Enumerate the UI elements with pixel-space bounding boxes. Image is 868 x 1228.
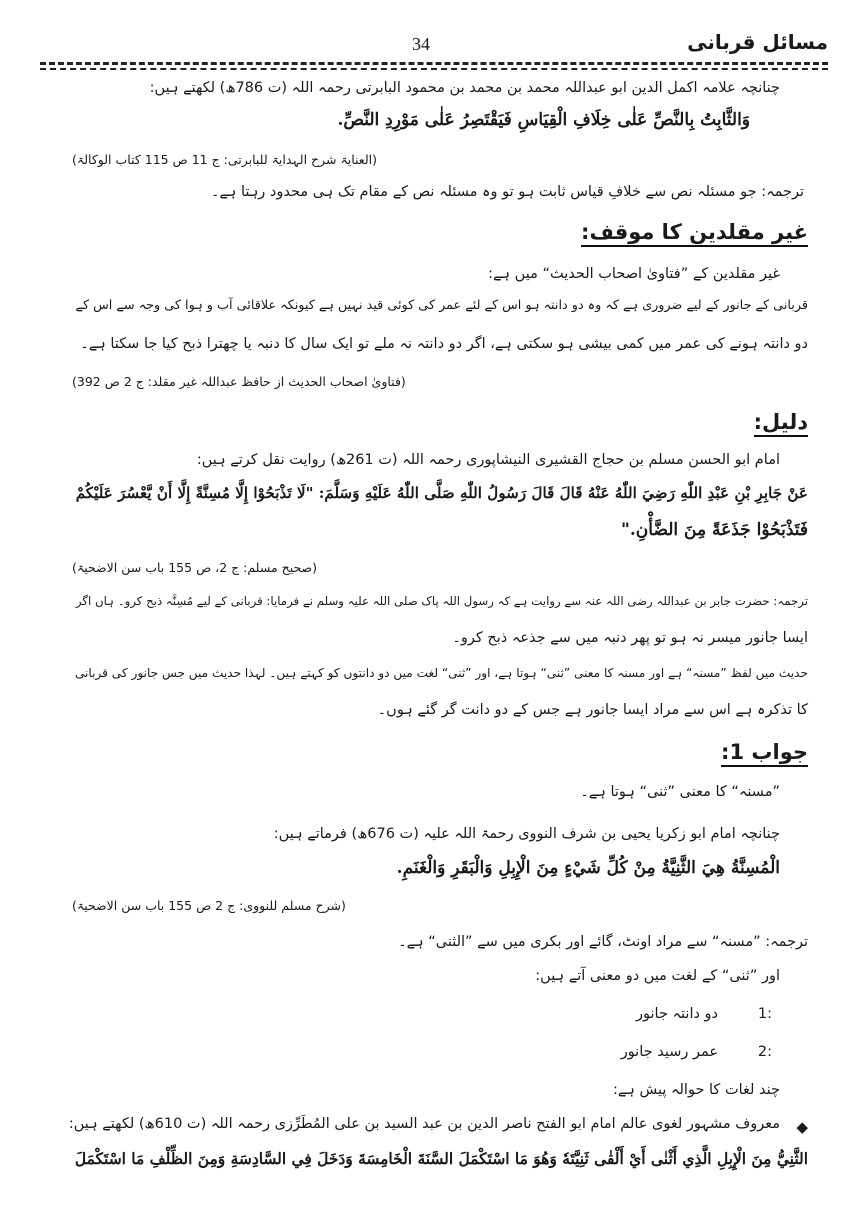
section-heading: جواب 1:	[721, 740, 808, 767]
body-line: چنانچہ امام ابو زکریا یحیی بن شرف النووی رحمۃ اللہ علیہ (ت 676ھ) فرماتے ہیں:	[273, 826, 780, 842]
header-rule-secondary	[40, 68, 828, 70]
translation-line: ترجمہ: حضرت جابر بن عبداللہ رضی اللہ عنہ سے روایت ہے کہ رسول اللہ پاک صلی اللہ علیہ وسلم نے فرمایا: قربانی کے لیے مُسِنَّہ ذبح کرو۔ ہاں اگر	[75, 594, 808, 608]
list-item: دو دانتہ جانور	[636, 1006, 718, 1022]
reference-citation: (فتاویٰ اصحاب الحدیث از حافظ عبداللہ غیر مقلد: ج 2 ص 392)	[72, 374, 406, 389]
arabic-hadith: عَنْ جَابِرِ بْنِ عَبْدِ اللّٰهِ رَضِيَ اللّٰهُ عَنْهُ قَالَ قَالَ رَسُولُ اللّٰهِ صَلَّى اللّٰهُ عَلَيْهِ وَسَلَّمَ: "لَا تَذْبَحُوْا إِلَّا مُسِنَّةً إِلَّا أَنْ يَّعْسُرَ عَلَيْكُمْ	[75, 484, 808, 502]
list-item: عمر رسید جانور	[620, 1044, 718, 1060]
body-line: امام ابو الحسن مسلم بن حجاج القشیری النیشاپوری رحمہ اللہ (ت 261ھ) روایت نقل کرتے ہیں:	[196, 452, 780, 468]
list-number: 1:	[757, 1006, 772, 1022]
page-header	[40, 26, 828, 70]
body-line: چنانچہ علامہ اکمل الدین ابو عبداللہ محمد بن محمد بن محمود البابرتی رحمہ اللہ (ت 786ھ) لکھتے ہیں:	[149, 80, 780, 96]
arabic-quote: الْمُسِنَّةُ هِيَ الثَّنِيَّةُ مِنْ كُلِّ شَيْءٍ مِنَ الْإِبِلِ وَالْبَقَرِ وَالْغَنَمِ.	[396, 858, 780, 878]
translation-line: ترجمہ: ”مسنہ“ سے مراد اونٹ، گائے اور بکری میں سے ”الثنی“ ہے۔	[398, 934, 808, 950]
header-rule	[40, 62, 828, 65]
body-line: دو دانتہ ہونے کی عمر میں کمی بیشی ہو سکتی ہے، اگر دو دانتہ نہ ملے تو ایک سال کا دنبہ یا چھترا ذبح کیا جا سکتا ہے۔	[80, 336, 808, 352]
section-heading: دلیل:	[754, 410, 808, 437]
body-line: قربانی کے جانور کے لیے ضروری ہے کہ وہ دو دانتہ ہو اس کے لئے عمر کی کوئی قید نہیں ہے کیونکہ علاقائی آب و ہوا کی وجہ سے اس کے	[75, 298, 808, 313]
running-title: مسائل قربانی	[687, 30, 828, 54]
page-number: 34	[412, 34, 430, 54]
arabic-hadith: فَتَذْبَحُوْا جَذَعَةً مِنَ الضَّأْنِ."	[621, 520, 808, 540]
bullet-diamond-icon: ◆	[796, 1118, 808, 1136]
reference-citation: (صحیح مسلم: ج 2، ص 155 باب سن الاضحیۃ)	[72, 560, 318, 575]
body-line: کا تذکرہ ہے اس سے مراد ایسا جانور ہے جس کے دو دانت گر گئے ہوں۔	[377, 702, 808, 718]
body-line: غیر مقلدین کے ”فتاویٰ اصحاب الحدیث“ میں ہے:	[488, 266, 780, 282]
reference-citation: (العنایۃ شرح الہدایۃ للبابرتی: ج 11 ص 115 کتاب الوکالۃ)	[72, 152, 377, 167]
body-line: اور ”ثنی“ کے لغت میں دو معنی آتے ہیں:	[535, 968, 780, 984]
list-number: 2:	[757, 1044, 772, 1060]
arabic-quote: الثَّنِيُّ مِنَ الْإِبِلِ الَّذِي أَثْنٰى أَيْ أَلْقٰى ثَنِيَّتَهٗ وَهُوَ مَا اسْتَكْمَلَ السَّنَةَ الْخَامِسَةَ وَدَخَلَ فِي السَّادِسَةِ وَمِنَ الظِّلْفِ مَا اسْتَكْمَلَ	[74, 1150, 808, 1168]
translation-line: ایسا جانور میسر نہ ہو تو پھر دنبہ میں سے جذعہ ذبح کرو۔	[452, 630, 808, 646]
translation-line: ترجمہ: جو مسئلہ نص سے خلافِ قیاس ثابت ہو تو وہ مسئلہ نص کے مقام تک ہی محدود رہتا ہے۔	[210, 184, 804, 200]
body-line: معروف مشہور لغوی عالم امام ابو الفتح ناصر الدین بن عبد السید بن علی المُطَرِّزی رحمہ اللہ (ت 610ھ) لکھتے ہیں:	[68, 1116, 780, 1132]
body-line: چند لغات کا حوالہ پیش ہے:	[613, 1082, 780, 1098]
reference-citation: (شرح مسلم للنووی: ج 2 ص 155 باب سن الاضحیۃ)	[72, 898, 346, 913]
arabic-quote: وَالثَّابِتُ بِالنَّصِّ عَلٰی خِلَافِ الْقِيَاسِ فَيَقْتَصِرُ عَلٰى مَوْرِدِ النَّصِّ.	[337, 110, 750, 130]
body-line: حدیث میں لفظ ”مسنہ“ ہے اور مسنہ کا معنی ”ثنی“ ہوتا ہے، اور ”ثنی“ لغت میں دو دانتوں کو کہتے ہیں۔ لہذا حدیث میں جس جانور کی قربانی	[74, 666, 808, 680]
section-heading: غیر مقلدین کا موقف:	[581, 220, 808, 247]
body-line: ”مسنہ“ کا معنی ”ثنی“ ہوتا ہے۔	[580, 784, 780, 800]
